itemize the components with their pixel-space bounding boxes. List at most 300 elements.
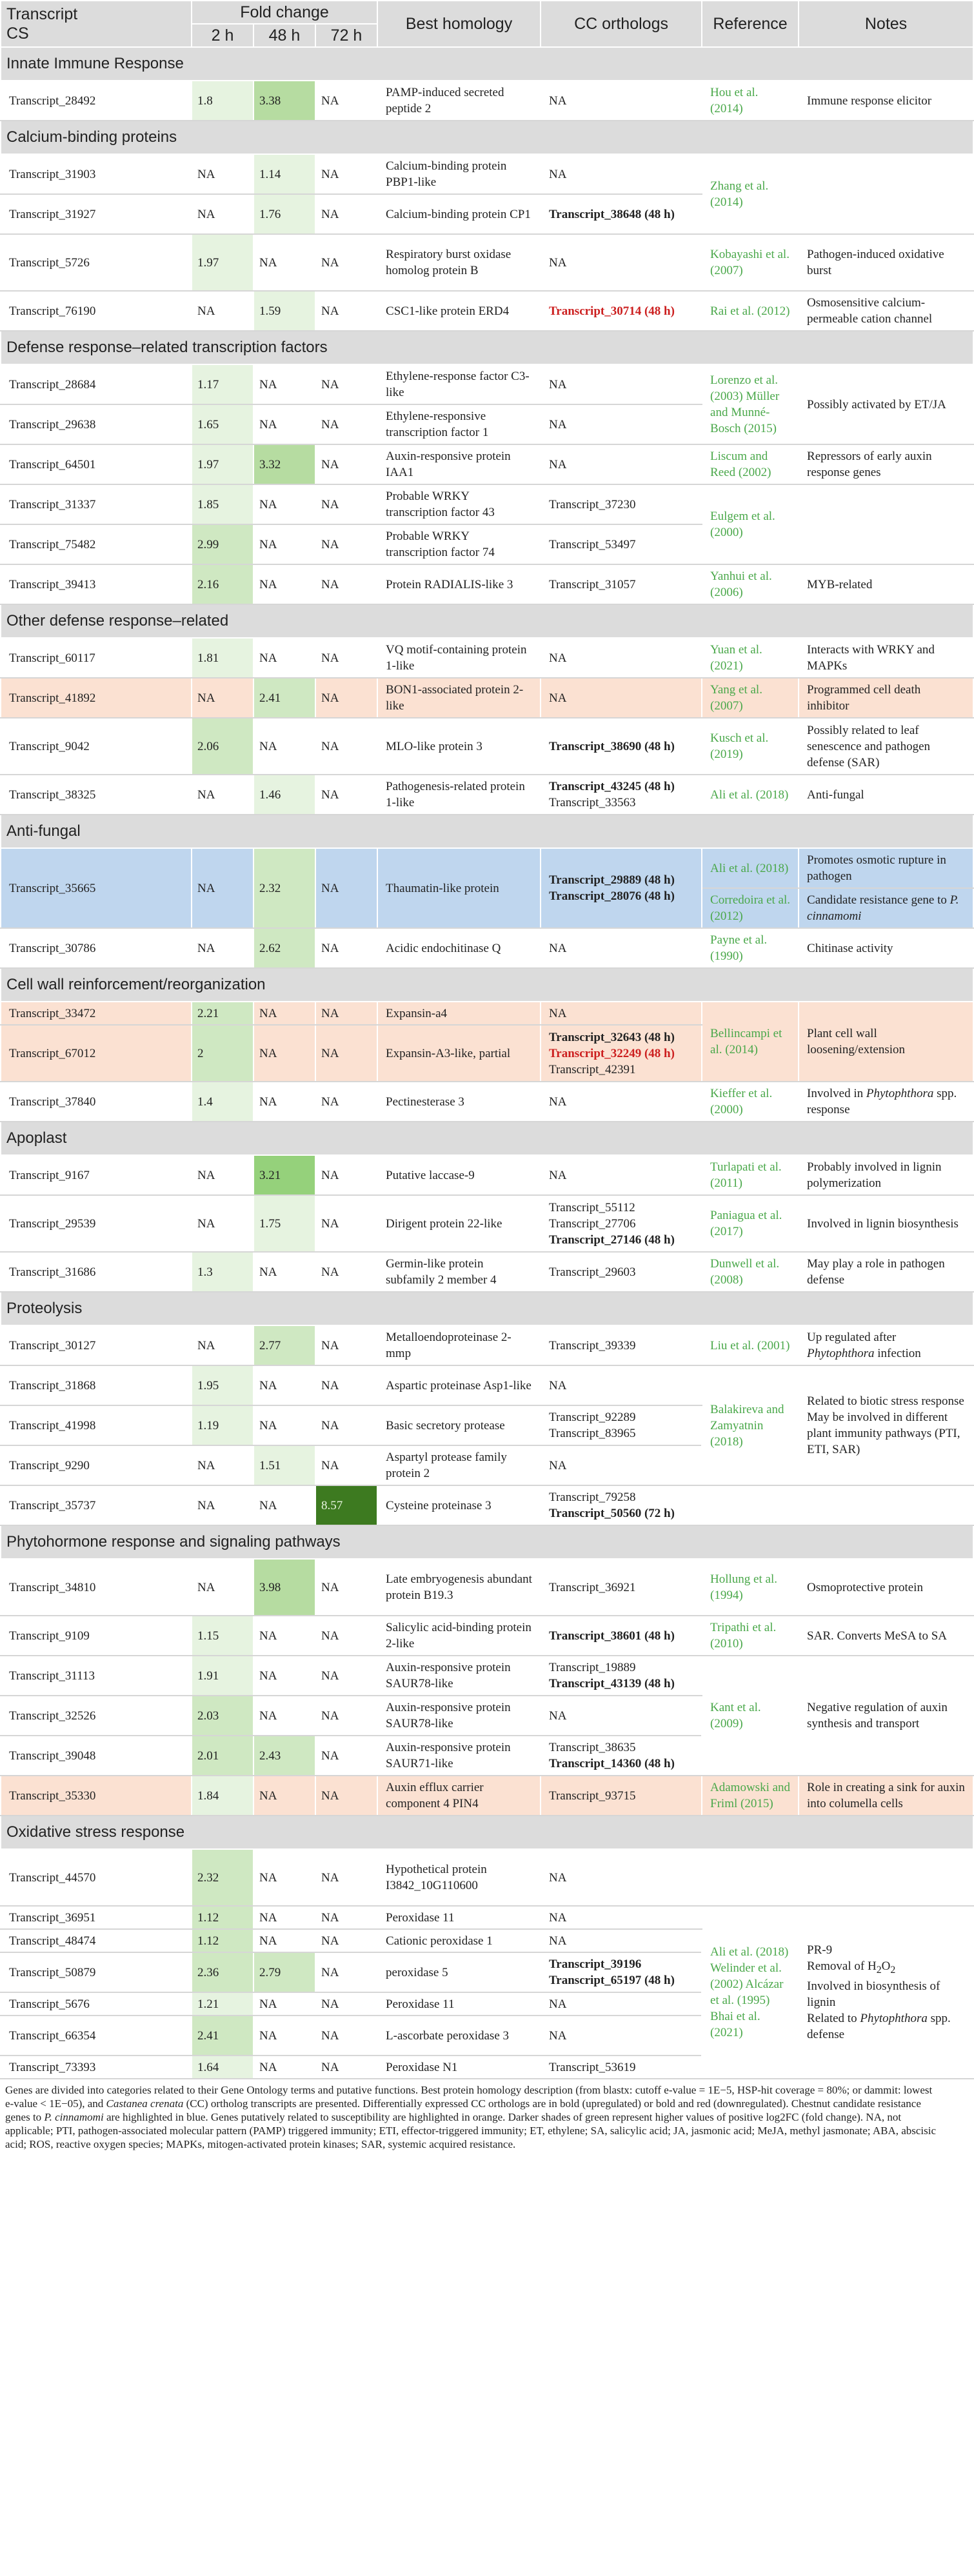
reference[interactable]: Balakireva and Zamyatnin (2018) <box>702 1365 799 1485</box>
notes: Probably involved in lignin polymerization <box>799 1155 973 1195</box>
fc-2h: 1.15 <box>192 1616 253 1656</box>
reference[interactable]: Rai et al. (2012) <box>702 291 799 331</box>
cc-ortholog: Transcript_43245 (48 h) Transcript_33563 <box>541 775 702 815</box>
table-row <box>1 1002 973 1025</box>
notes: Negative regulation of auxin synthesis and transport <box>799 1656 973 1776</box>
category-proteolysis: Proteolysis <box>1 1292 973 1325</box>
fc-72h: NA <box>315 484 377 524</box>
reference[interactable]: Eulgem et al. (2000) <box>702 484 799 564</box>
fc-48h: 2.62 <box>253 928 315 968</box>
reference[interactable]: Zhang et al. (2014) <box>702 154 799 234</box>
fc-2h: 2.99 <box>192 524 253 564</box>
header-best-homology: Best homology <box>377 1 541 47</box>
fc-2h: 1.21 <box>192 1992 253 2016</box>
header-72h: 72 h <box>315 24 377 47</box>
fc-48h: NA <box>253 1696 315 1736</box>
notes: Up regulated after Phytophthora infection <box>799 1325 973 1365</box>
fc-48h: 2.79 <box>253 1952 315 1992</box>
best-homology: Ethylene-responsive transcription factor 1 <box>377 404 541 444</box>
transcript-id: Transcript_67012 <box>1 1025 192 1082</box>
reference <box>702 1485 799 1525</box>
cc-ortholog: NA <box>541 1445 702 1485</box>
fc-48h: NA <box>253 1082 315 1122</box>
table-row <box>1 638 973 678</box>
cc-ortholog: Transcript_55112 Transcript_27706 Transcript_27146 (48 h) <box>541 1195 702 1252</box>
cc-ortholog: NA <box>541 1929 702 1952</box>
cc-ortholog: NA <box>541 638 702 678</box>
cc-ortholog: NA <box>541 1082 702 1122</box>
cc-ortholog: NA <box>541 1849 702 1906</box>
fc-72h: NA <box>315 234 377 291</box>
header-2h: 2 h <box>192 24 253 47</box>
table-row <box>1 1485 973 1525</box>
fc-2h: 1.19 <box>192 1405 253 1445</box>
best-homology: Cationic peroxidase 1 <box>377 1929 541 1952</box>
transcript-id: Transcript_37840 <box>1 1082 192 1122</box>
cc-ortholog: Transcript_29603 <box>541 1252 702 1292</box>
cc-ortholog: NA <box>541 1906 702 1929</box>
transcript-id: Transcript_5676 <box>1 1992 192 2016</box>
fc-48h: NA <box>253 1906 315 1929</box>
notes: Possibly related to leaf senescence and pathogen defense (SAR) <box>799 718 973 775</box>
transcript-id: Transcript_30786 <box>1 928 192 968</box>
best-homology: Protein RADIALIS-like 3 <box>377 564 541 604</box>
fc-2h: 2.21 <box>192 1002 253 1025</box>
reference[interactable]: Yuan et al. (2021) <box>702 638 799 678</box>
fc-2h: NA <box>192 154 253 194</box>
category-anti-fungal: Anti-fungal <box>1 815 973 848</box>
cc-ortholog: Transcript_30714 (48 h) <box>541 291 702 331</box>
fc-48h: NA <box>253 1992 315 2016</box>
best-homology: Cysteine proteinase 3 <box>377 1485 541 1525</box>
best-homology: Pectinesterase 3 <box>377 1082 541 1122</box>
best-homology: BON1-associated protein 2-like <box>377 678 541 718</box>
fc-2h: 2.36 <box>192 1952 253 1992</box>
fc-2h: NA <box>192 1325 253 1365</box>
fc-2h: 1.8 <box>192 81 253 121</box>
table-row <box>1 1325 973 1365</box>
table-row <box>1 928 973 968</box>
reference[interactable]: Lorenzo et al. (2003) Müller and Munné-Bosch (2015) <box>702 364 799 444</box>
fc-48h: 2.77 <box>253 1325 315 1365</box>
fc-2h: NA <box>192 194 253 234</box>
reference[interactable]: Kobayashi et al. (2007) <box>702 234 799 291</box>
reference[interactable]: Payne et al. (1990) <box>702 928 799 968</box>
notes: Chitinase activity <box>799 928 973 968</box>
best-homology: Peroxidase 11 <box>377 1992 541 2016</box>
cc-ortholog: NA <box>541 364 702 404</box>
notes: Related to biotic stress response May be involved in different plant immunity pathways (PTI, ETI, SAR) <box>799 1365 973 1485</box>
category-phytohormone: Phytohormone response and signaling pathways <box>1 1525 973 1559</box>
fc-72h: NA <box>315 154 377 194</box>
fc-72h: NA <box>315 928 377 968</box>
fc-48h: 3.38 <box>253 81 315 121</box>
table-row <box>1 1849 973 1906</box>
cc-ortholog: Transcript_36921 <box>541 1559 702 1616</box>
transcript-id: Transcript_44570 <box>1 1849 192 1906</box>
fc-48h: NA <box>253 1849 315 1906</box>
best-homology: Probable WRKY transcription factor 74 <box>377 524 541 564</box>
transcript-id: Transcript_9109 <box>1 1616 192 1656</box>
table-row <box>1 1365 973 1405</box>
reference[interactable]: Liu et al. (2001) <box>702 1325 799 1365</box>
notes: Anti-fungal <box>799 775 973 815</box>
table-row <box>1 848 973 888</box>
fc-72h: NA <box>315 524 377 564</box>
best-homology: Putative laccase-9 <box>377 1155 541 1195</box>
best-homology: Basic secretory protease <box>377 1405 541 1445</box>
reference[interactable]: Kieffer et al. (2000) <box>702 1082 799 1122</box>
fc-72h: NA <box>315 444 377 484</box>
fc-48h: NA <box>253 1485 315 1525</box>
reference[interactable]: Kusch et al. (2019) <box>702 718 799 775</box>
cc-ortholog: NA <box>541 928 702 968</box>
table-row <box>1 1195 973 1252</box>
fc-2h: 1.17 <box>192 364 253 404</box>
transcript-id: Transcript_9167 <box>1 1155 192 1195</box>
fc-48h: NA <box>253 2056 315 2079</box>
fc-72h: NA <box>315 81 377 121</box>
table-row <box>1 1252 973 1292</box>
fc-2h: 2.06 <box>192 718 253 775</box>
fc-2h: NA <box>192 1485 253 1525</box>
notes: Possibly activated by ET/JA <box>799 364 973 444</box>
notes: Pathogen-induced oxidative burst <box>799 234 973 291</box>
best-homology: Auxin-responsive protein SAUR78-like <box>377 1696 541 1736</box>
fc-72h: NA <box>315 1736 377 1776</box>
transcript-id: Transcript_29638 <box>1 404 192 444</box>
transcript-id: Transcript_31686 <box>1 1252 192 1292</box>
fc-48h: NA <box>253 564 315 604</box>
fc-72h: NA <box>315 194 377 234</box>
transcript-id: Transcript_48474 <box>1 1929 192 1952</box>
reference[interactable]: Ali et al. (2018) <box>702 848 799 888</box>
reference[interactable]: Paniagua et al. (2017) <box>702 1195 799 1252</box>
reference[interactable]: Bellincampi et al. (2014) <box>702 1002 799 1082</box>
reference[interactable]: Turlapati et al. (2011) <box>702 1155 799 1195</box>
reference[interactable]: Ali et al. (2018) <box>702 775 799 815</box>
notes: MYB-related <box>799 564 973 604</box>
table-row <box>1 81 973 121</box>
fc-48h: NA <box>253 234 315 291</box>
transcript-id: Transcript_29539 <box>1 1195 192 1252</box>
transcript-id: Transcript_30127 <box>1 1325 192 1365</box>
fc-72h: NA <box>315 1906 377 1929</box>
fc-72h: NA <box>315 1445 377 1485</box>
category-apoplast: Apoplast <box>1 1122 973 1155</box>
table-row <box>1 234 973 291</box>
transcript-id: Transcript_36951 <box>1 1906 192 1929</box>
transcript-id: Transcript_31337 <box>1 484 192 524</box>
transcript-id: Transcript_75482 <box>1 524 192 564</box>
fc-72h: NA <box>315 638 377 678</box>
best-homology: Calcium-binding protein CP1 <box>377 194 541 234</box>
reference[interactable]: Adamowski and Friml (2015) <box>702 1776 799 1816</box>
cc-ortholog: Transcript_93715 <box>541 1776 702 1816</box>
table-row <box>1 1082 973 1122</box>
fc-48h: NA <box>253 1002 315 1025</box>
transcript-id: Transcript_39413 <box>1 564 192 604</box>
transcript-id: Transcript_31113 <box>1 1656 192 1696</box>
transcript-id: Transcript_41998 <box>1 1405 192 1445</box>
fc-72h: NA <box>315 678 377 718</box>
header-reference: Reference <box>702 1 799 47</box>
best-homology: Calcium-binding protein PBP1-like <box>377 154 541 194</box>
notes: Interacts with WRKY and MAPKs <box>799 638 973 678</box>
category-other-defense: Other defense response–related <box>1 604 973 638</box>
fc-48h: NA <box>253 1656 315 1696</box>
category-oxidative-stress: Oxidative stress response <box>1 1816 973 1849</box>
fc-48h: NA <box>253 404 315 444</box>
cc-ortholog: Transcript_39339 <box>541 1325 702 1365</box>
transcript-id: Transcript_66354 <box>1 2016 192 2056</box>
notes <box>799 1849 973 1906</box>
fc-2h: 2.16 <box>192 564 253 604</box>
fc-2h: 1.65 <box>192 404 253 444</box>
transcript-id: Transcript_5726 <box>1 234 192 291</box>
table-row <box>1 291 973 331</box>
fc-2h: 2.03 <box>192 1696 253 1736</box>
fc-72h: NA <box>315 564 377 604</box>
fc-48h: NA <box>253 484 315 524</box>
fc-72h: NA <box>315 291 377 331</box>
header-notes: Notes <box>799 1 973 47</box>
category-innate: Innate Immune Response <box>1 47 973 81</box>
notes: Role in creating a sink for auxin into columella cells <box>799 1776 973 1816</box>
cc-ortholog: NA <box>541 234 702 291</box>
transcript-id: Transcript_35665 <box>1 848 192 928</box>
cc-ortholog: Transcript_38635 Transcript_14360 (48 h) <box>541 1736 702 1776</box>
transcript-id: Transcript_9290 <box>1 1445 192 1485</box>
fc-2h: NA <box>192 1445 253 1485</box>
fc-48h: NA <box>253 1025 315 1082</box>
best-homology: Late embryogenesis abundant protein B19.3 <box>377 1559 541 1616</box>
table-row <box>1 564 973 604</box>
fc-2h: 1.64 <box>192 2056 253 2079</box>
cc-ortholog: NA <box>541 1365 702 1405</box>
notes: Repressors of early auxin response genes <box>799 444 973 484</box>
best-homology: Acidic endochitinase Q <box>377 928 541 968</box>
reference[interactable]: Yang et al. (2007) <box>702 678 799 718</box>
category-calcium: Calcium-binding proteins <box>1 121 973 154</box>
reference <box>702 1849 799 1906</box>
best-homology: peroxidase 5 <box>377 1952 541 1992</box>
fc-2h: 1.84 <box>192 1776 253 1816</box>
best-homology: PAMP-induced secreted peptide 2 <box>377 81 541 121</box>
best-homology: Ethylene-response factor C3-like <box>377 364 541 404</box>
fc-72h: NA <box>315 1405 377 1445</box>
cc-ortholog: Transcript_38601 (48 h) <box>541 1616 702 1656</box>
notes: Promotes osmotic rupture in pathogen <box>799 848 973 888</box>
table-header <box>1 1 973 47</box>
fc-2h: NA <box>192 1155 253 1195</box>
fc-72h: NA <box>315 404 377 444</box>
notes: Involved in Phytophthora spp. response <box>799 1082 973 1122</box>
fc-48h: NA <box>253 1929 315 1952</box>
best-homology: Peroxidase 11 <box>377 1906 541 1929</box>
notes: PR-9 Removal of $H_2O_2$ Involved in biosynthesis of lignin Related to Phytophthora spp. defense <box>799 1906 973 2079</box>
cc-ortholog: NA <box>541 154 702 194</box>
best-homology: Pathogenesis-related protein 1-like <box>377 775 541 815</box>
fc-48h: NA <box>253 364 315 404</box>
fc-2h: NA <box>192 1195 253 1252</box>
cc-ortholog: NA <box>541 1002 702 1025</box>
fc-48h: 2.43 <box>253 1736 315 1776</box>
best-homology: Aspartic proteinase Asp1-like <box>377 1365 541 1405</box>
cc-ortholog: Transcript_92289 Transcript_83965 <box>541 1405 702 1445</box>
reference[interactable]: Ali et al. (2018) Welinder et al. (2002) Alcázar et al. (1995) Bhai et al. (2021) <box>702 1906 799 2079</box>
fc-72h: NA <box>315 1849 377 1906</box>
transcript-id: Transcript_32526 <box>1 1696 192 1736</box>
cc-ortholog: NA <box>541 81 702 121</box>
reference[interactable]: Hollung et al. (1994) <box>702 1559 799 1616</box>
fc-2h: NA <box>192 928 253 968</box>
table-row <box>1 1559 973 1616</box>
fc-48h: 3.21 <box>253 1155 315 1195</box>
fc-2h: NA <box>192 678 253 718</box>
fc-72h: 8.57 <box>315 1485 377 1525</box>
fc-48h: NA <box>253 524 315 564</box>
fc-2h: 2.01 <box>192 1736 253 1776</box>
cc-ortholog: Transcript_32643 (48 h) Transcript_32249 (48 h) Transcript_42391 <box>541 1025 702 1082</box>
table-row <box>1 444 973 484</box>
transcript-id: Transcript_9042 <box>1 718 192 775</box>
fc-72h: NA <box>315 1195 377 1252</box>
cc-ortholog: Transcript_53619 <box>541 2056 702 2079</box>
best-homology: Germin-like protein subfamily 2 member 4 <box>377 1252 541 1292</box>
transcript-id: Transcript_38325 <box>1 775 192 815</box>
fc-2h: 2.32 <box>192 1849 253 1906</box>
transcript-id: Transcript_41892 <box>1 678 192 718</box>
cc-ortholog: Transcript_19889 Transcript_43139 (48 h) <box>541 1656 702 1696</box>
fc-48h: 2.32 <box>253 848 315 928</box>
best-homology: MLO-like protein 3 <box>377 718 541 775</box>
reference[interactable]: Kant et al. (2009) <box>702 1656 799 1776</box>
fc-2h: 1.12 <box>192 1929 253 1952</box>
reference[interactable]: Yanhui et al. (2006) <box>702 564 799 604</box>
notes: Osmoprotective protein <box>799 1559 973 1616</box>
fc-48h: NA <box>253 718 315 775</box>
transcript-id: Transcript_50879 <box>1 1952 192 1992</box>
table-row <box>1 678 973 718</box>
transcript-id: Transcript_60117 <box>1 638 192 678</box>
table-row <box>1 484 973 524</box>
best-homology: Metalloendoproteinase 2-mmp <box>377 1325 541 1365</box>
notes: May play a role in pathogen defense <box>799 1252 973 1292</box>
category-transcription-factors: Defense response–related transcription factors <box>1 331 973 364</box>
best-homology: Respiratory burst oxidase homolog protein B <box>377 234 541 291</box>
fc-48h: NA <box>253 2016 315 2056</box>
best-homology: L-ascorbate peroxidase 3 <box>377 2016 541 2056</box>
fc-72h: NA <box>315 1992 377 2016</box>
fc-2h: 1.97 <box>192 234 253 291</box>
cc-ortholog: NA <box>541 1696 702 1736</box>
best-homology: Thaumatin-like protein <box>377 848 541 928</box>
cc-ortholog: NA <box>541 444 702 484</box>
fc-72h: NA <box>315 718 377 775</box>
best-homology: Expansin-a4 <box>377 1002 541 1025</box>
cc-ortholog: Transcript_38690 (48 h) <box>541 718 702 775</box>
fc-72h: NA <box>315 1559 377 1616</box>
reference[interactable]: Dunwell et al. (2008) <box>702 1252 799 1292</box>
fc-2h: 2.41 <box>192 2016 253 2056</box>
notes: SAR. Converts MeSA to SA <box>799 1616 973 1656</box>
fc-2h: 1.12 <box>192 1906 253 1929</box>
best-homology: CSC1-like protein ERD4 <box>377 291 541 331</box>
cc-ortholog: Transcript_29889 (48 h) Transcript_28076 (48 h) <box>541 848 702 928</box>
fc-72h: NA <box>315 2016 377 2056</box>
best-homology: VQ motif-containing protein 1-like <box>377 638 541 678</box>
fc-48h: NA <box>253 1405 315 1445</box>
fc-48h: 3.98 <box>253 1559 315 1616</box>
fc-72h: NA <box>315 1616 377 1656</box>
notes: Programmed cell death inhibitor <box>799 678 973 718</box>
notes <box>799 1485 973 1525</box>
fc-2h: 1.97 <box>192 444 253 484</box>
best-homology: Auxin-responsive protein IAA1 <box>377 444 541 484</box>
fc-2h: NA <box>192 775 253 815</box>
category-cell-wall: Cell wall reinforcement/reorganization <box>1 968 973 1002</box>
best-homology: Auxin efflux carrier component 4 PIN4 <box>377 1776 541 1816</box>
cc-ortholog: Transcript_79258 Transcript_50560 (72 h) <box>541 1485 702 1525</box>
transcript-id: Transcript_31927 <box>1 194 192 234</box>
reference[interactable]: Liscum and Reed (2002) <box>702 444 799 484</box>
transcript-id: Transcript_31903 <box>1 154 192 194</box>
notes: Immune response elicitor <box>799 81 973 121</box>
reference[interactable]: Hou et al. (2014) <box>702 81 799 121</box>
cc-ortholog: NA <box>541 678 702 718</box>
fc-48h: 1.14 <box>253 154 315 194</box>
cc-ortholog: Transcript_53497 <box>541 524 702 564</box>
cc-ortholog: Transcript_31057 <box>541 564 702 604</box>
cc-ortholog: NA <box>541 404 702 444</box>
header-fold-change: Fold change <box>192 1 377 24</box>
table-row <box>1 1155 973 1195</box>
table-row <box>1 718 973 775</box>
fc-72h: NA <box>315 1696 377 1736</box>
fc-72h: NA <box>315 1776 377 1816</box>
best-homology: Hypothetical protein I3842_10G110600 <box>377 1849 541 1906</box>
fc-72h: NA <box>315 1025 377 1082</box>
fc-48h: 1.76 <box>253 194 315 234</box>
notes: Osmosensitive calcium-permeable cation channel <box>799 291 973 331</box>
header-48h: 48 h <box>253 24 315 47</box>
fc-72h: NA <box>315 1325 377 1365</box>
table-row <box>1 1656 973 1696</box>
transcript-id: Transcript_33472 <box>1 1002 192 1025</box>
fc-48h: NA <box>253 1776 315 1816</box>
notes: Candidate resistance gene to P. cinnamomi <box>799 888 973 928</box>
transcript-id: Transcript_35330 <box>1 1776 192 1816</box>
fc-48h: NA <box>253 1365 315 1405</box>
fc-48h: 1.75 <box>253 1195 315 1252</box>
best-homology: Expansin-A3-like, partial <box>377 1025 541 1082</box>
fc-48h: NA <box>253 1616 315 1656</box>
fc-72h: NA <box>315 1365 377 1405</box>
fc-72h: NA <box>315 1155 377 1195</box>
transcript-id: Transcript_34810 <box>1 1559 192 1616</box>
best-homology: Salicylic acid-binding protein 2-like <box>377 1616 541 1656</box>
cc-ortholog: NA <box>541 1155 702 1195</box>
reference[interactable]: Corredoira et al. (2012) <box>702 888 799 928</box>
fc-48h: 1.46 <box>253 775 315 815</box>
fc-48h: 2.41 <box>253 678 315 718</box>
fc-2h: NA <box>192 1559 253 1616</box>
fc-2h: 1.81 <box>192 638 253 678</box>
fc-2h: 1.91 <box>192 1656 253 1696</box>
reference[interactable]: Tripathi et al. (2010) <box>702 1616 799 1656</box>
fc-72h: NA <box>315 848 377 928</box>
